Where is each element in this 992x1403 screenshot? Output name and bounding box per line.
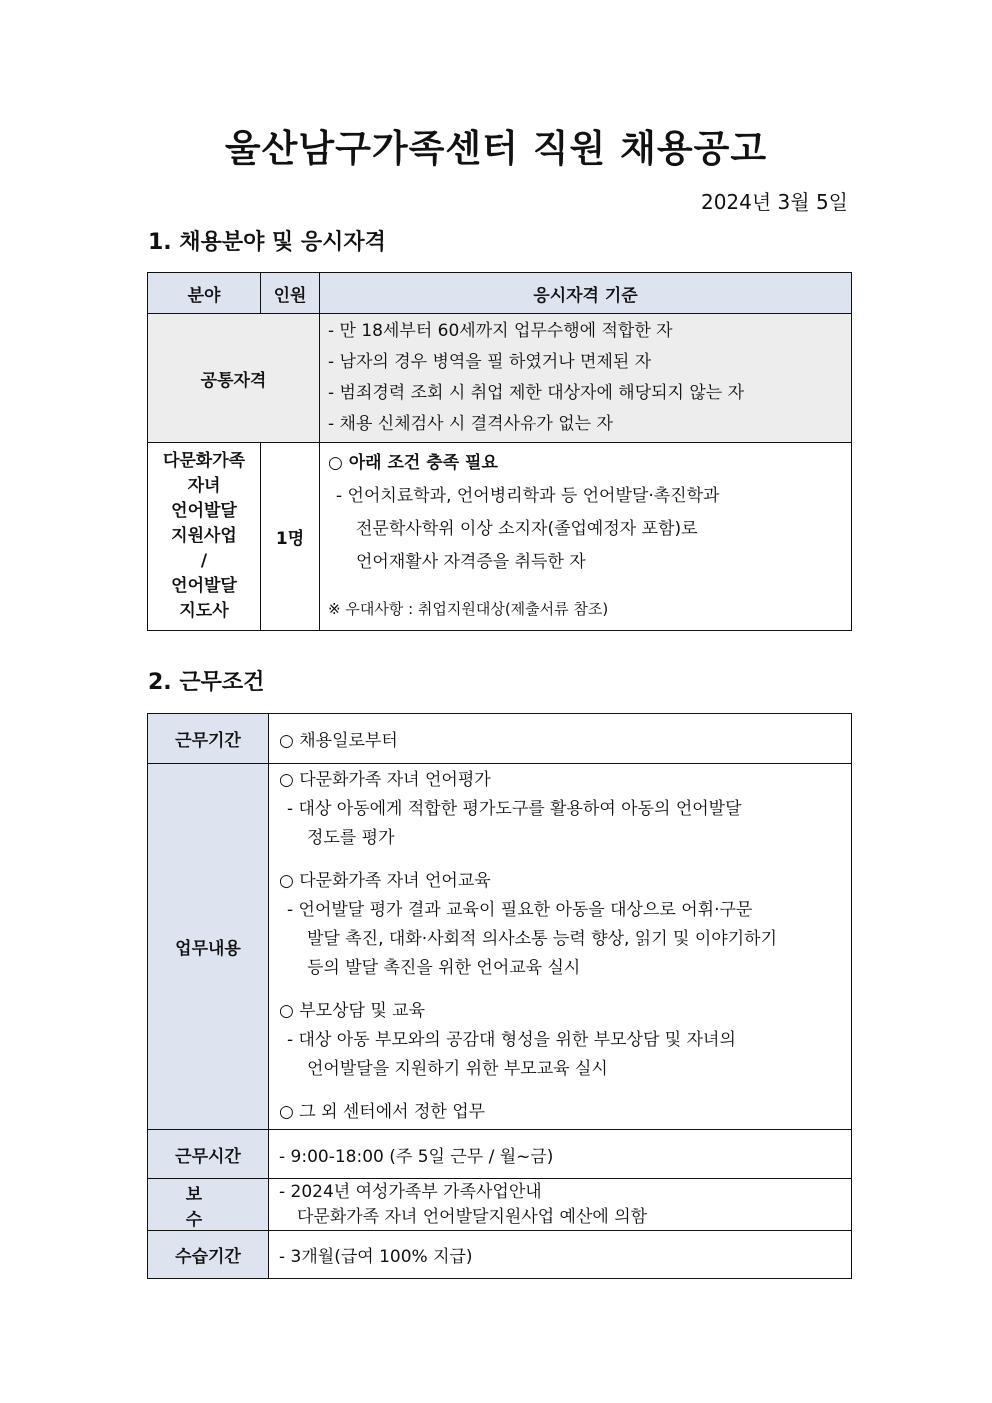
position-label: [148, 443, 261, 631]
header-field: 분야: [148, 273, 261, 314]
position-label-line: 지도사: [179, 601, 229, 621]
position-criteria: [320, 443, 852, 631]
header-criteria: 응시자격 기준: [320, 273, 852, 314]
eligibility-table: [147, 272, 852, 631]
duties-value: [269, 764, 852, 1130]
duty-line: - 언어발달 평가 결과 교육이 필요한 아동을 대상으로 어휘·구문: [287, 900, 753, 920]
hours-value: - 9:00-18:00 (주 5일 근무 / 월~금): [269, 1130, 852, 1179]
position-label-line: 지원사업: [171, 526, 237, 546]
condition-line: 전문학사학위 이상 소지자(졸업예정자 포함)로: [356, 519, 698, 539]
pay-line: - 2024년 여성가족부 가족사업안내: [279, 1181, 542, 1202]
duty-line: 언어발달을 지원하기 위한 부모교육 실시: [307, 1059, 608, 1079]
position-label-line: 다문화가족: [162, 451, 246, 471]
pay-value: [269, 1179, 852, 1231]
common-qualification-list: [320, 314, 852, 443]
probation-label: 수습기간: [148, 1231, 269, 1279]
common-item: - 채용 신체검사 시 결격사유가 없는 자: [328, 414, 613, 434]
common-item: - 범죄경력 조회 시 취업 제한 대상자에 해당되지 않는 자: [328, 383, 745, 403]
condition-title: ○ 아래 조건 충족 필요: [328, 453, 498, 473]
period-value: ○ 채용일로부터: [269, 714, 852, 764]
duty-title: ○ 부모상담 및 교육: [279, 1001, 425, 1021]
duty-line: 등의 발달 촉진을 위한 언어교육 실시: [307, 958, 581, 978]
header-headcount: 인원: [261, 273, 320, 314]
period-label: 근무기간: [148, 714, 269, 764]
position-label-line: 자녀: [187, 476, 221, 496]
condition-line: - 언어치료학과, 언어병리학과 등 언어발달·촉진학과: [336, 486, 720, 506]
duty-title: ○ 그 외 센터에서 정한 업무: [279, 1102, 486, 1122]
position-label-line: /: [200, 551, 208, 571]
preference-note: ※ 우대사항 : 취업지원대상(제출서류 참조): [328, 600, 609, 618]
duty-line: 발달 촉진, 대화·사회적 의사소통 능력 향상, 읽기 및 이야기하기: [307, 929, 777, 949]
duties-label: 업무내용: [148, 764, 269, 1130]
page-title: 울산남구가족센터 직원 채용공고: [224, 127, 768, 170]
conditions-table: [147, 713, 852, 1279]
announcement-date: 2024년 3월 5일: [700, 190, 848, 214]
position-label-line: 언어발달: [171, 501, 237, 521]
pay-line: 다문화가족 자녀 언어발달지원사업 예산에 의함: [297, 1206, 648, 1227]
section-heading-conditions: 2. 근무조건: [148, 670, 265, 695]
position-label-line: 언어발달: [171, 576, 237, 596]
pay-label-text: 보 수: [185, 1184, 231, 1230]
position-headcount: 1명: [261, 443, 320, 631]
pay-label: [148, 1179, 269, 1231]
duty-line: 정도를 평가: [307, 828, 395, 848]
probation-value: - 3개월(급여 100% 지급): [269, 1231, 852, 1279]
common-item: - 남자의 경우 병역을 필 하였거나 면제된 자: [328, 352, 652, 372]
duty-line: - 대상 아동 부모와의 공감대 형성을 위한 부모상담 및 자녀의: [287, 1030, 736, 1050]
hours-label: 근무시간: [148, 1130, 269, 1179]
section-heading-eligibility: 1. 채용분야 및 응시자격: [148, 230, 386, 255]
condition-line: 언어재활사 자격증을 취득한 자: [356, 552, 586, 572]
duty-title: ○ 다문화가족 자녀 언어평가: [279, 770, 491, 790]
duty-line: - 대상 아동에게 적합한 평가도구를 활용하여 아동의 언어발달: [287, 799, 742, 819]
duty-title: ○ 다문화가족 자녀 언어교육: [279, 871, 491, 891]
common-qualification-label: 공통자격: [148, 314, 320, 443]
common-item: - 만 18세부터 60세까지 업무수행에 적합한 자: [328, 321, 673, 341]
